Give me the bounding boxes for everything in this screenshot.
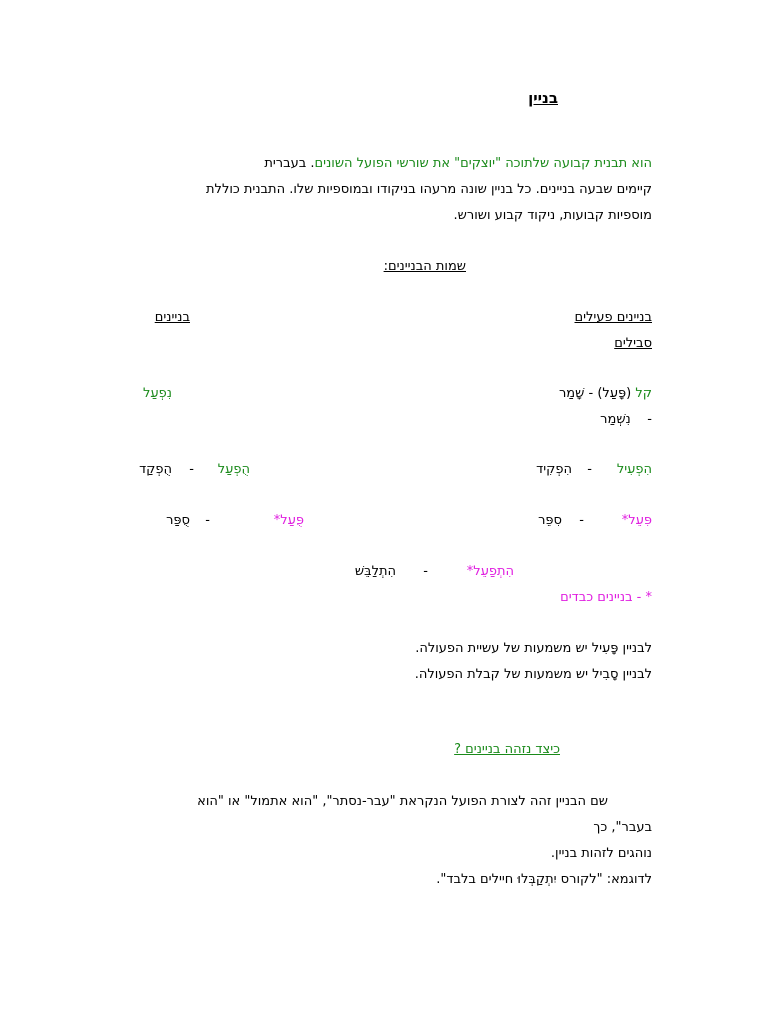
nifal-example: נִשְׁמַר [600, 412, 631, 427]
intro-definition: הוא תבנית קבועה שלתוכה "יוצקים" את שורשי הפועל השונים [314, 156, 652, 171]
pual-dash: - [205, 513, 210, 528]
piel-label: פִּעֵל* [621, 513, 652, 528]
hifil-dash: - [587, 462, 592, 477]
piel-example: סִפֵּר [538, 513, 562, 528]
nifal-label: נִפְעַל [143, 386, 172, 401]
intro-line-3: מוספיות קבועות, ניקוד קבוע ושורש. [453, 208, 652, 223]
kal-label: קל [635, 386, 652, 401]
passive-meaning: לבניין סָבִיל יש משמעות של קבלת הפעולה. [414, 667, 652, 682]
nifal-row [600, 412, 652, 428]
active-heading: בניינים פעילים [574, 310, 652, 325]
hitpael-example: הִתְלַבֵּשׁ [354, 564, 396, 579]
nifal-dash: - [647, 412, 652, 427]
hifil-label: הִפְעִיל [616, 462, 652, 477]
identify-line-2: בעבר", כך [593, 820, 652, 835]
identify-line-1: שם הבניין זהה לצורת הפועל הנקראת "עבר-נסתר", "הוא אתמול" או "הוא [197, 794, 608, 809]
passive-heading-continued: סבילים [614, 336, 652, 351]
hitpael-label: הִתְפַעֵל* [466, 564, 514, 579]
hufal-dash: - [189, 462, 194, 477]
hifil-example: הִפְקִיד [536, 462, 572, 477]
kal-example: שָׁמַר [558, 386, 585, 401]
hufal-label: הֻפְעַל [217, 462, 250, 477]
heavy-note: * - בניינים כבדים [560, 590, 652, 605]
kal-paal: (פָּעַל) [597, 386, 632, 401]
identify-line-3: נוהגים לזהות בניין. [550, 846, 652, 861]
hitpael-dash: - [423, 564, 428, 579]
active-meaning: לבניין פָּעִיל יש משמעות של עשיית הפעולה. [415, 641, 652, 656]
page-title: בניין [528, 89, 558, 107]
hufal-example: הֻפְקַד [139, 462, 172, 477]
passive-heading: בניינים [154, 310, 190, 325]
identify-heading: כיצד נזהה בניינים ? [454, 742, 560, 757]
intro-line-2: קיימים שבעה בניינים. כל בניין שונה מרעהו בניקודו ובמוספיות שלו. התבנית כוללת [206, 182, 652, 197]
kal-dash: - [588, 386, 594, 401]
intro-line-1 [264, 156, 652, 172]
pual-label: פֻּעַל* [273, 513, 304, 528]
kal-row [559, 386, 652, 402]
pual-example: סֻפַּר [166, 513, 190, 528]
intro-line-1-tail: . בעברית [264, 156, 315, 171]
names-heading: שמות הבניינים: [383, 259, 466, 274]
identify-example: לדוגמא: "לקורס יִתְקַבְּלוּ חיילים בלבד". [436, 872, 652, 887]
piel-dash: - [579, 513, 584, 528]
